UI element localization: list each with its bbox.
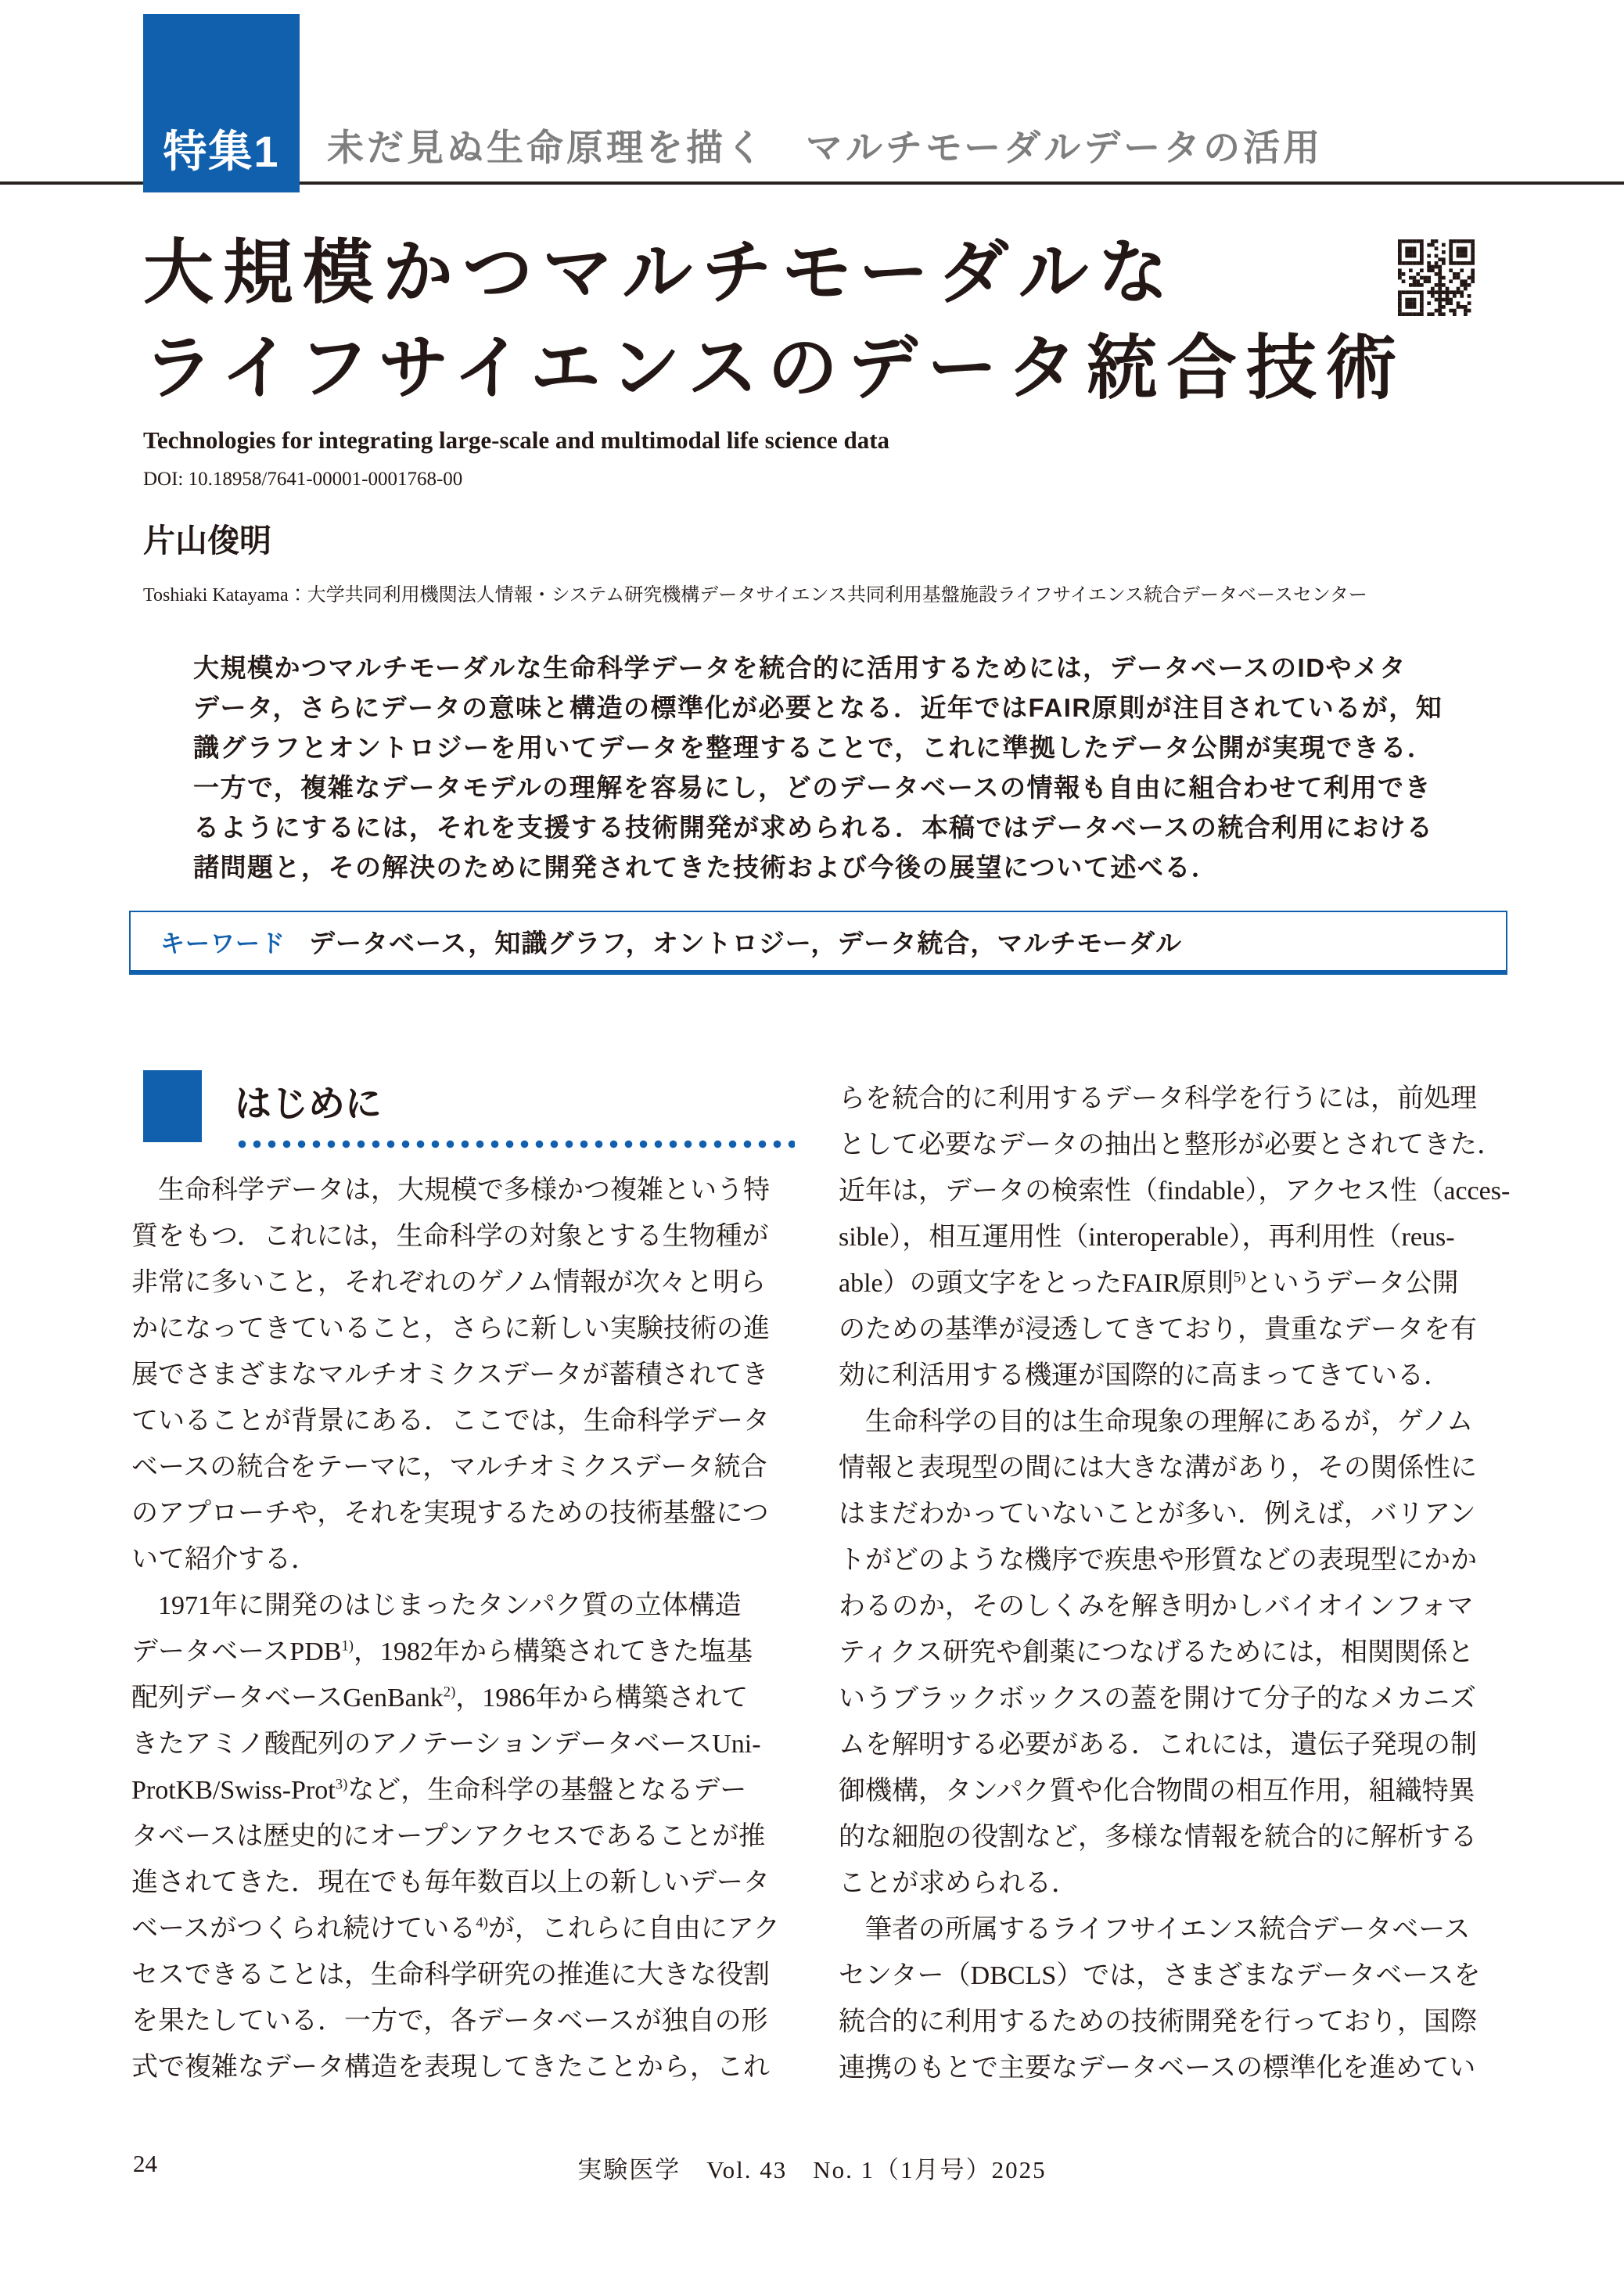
body-line: 生命科学データは，大規模で多様かつ複雑という特 bbox=[131, 1176, 770, 1205]
body-line: いうブラックボックスの蓋を開けて分子的なメカニズ bbox=[839, 1684, 1476, 1713]
author-affiliation: Toshiaki Katayama：大学共同利用機関法人情報・システム研究機構データサイエンス共同利用基盤施設ライフサイエンス統合データベースセンター bbox=[143, 585, 1367, 606]
body-line: らを統合的に利用するデータ科学を行うには，前処理 bbox=[839, 1084, 1477, 1113]
feature-badge bbox=[143, 14, 300, 192]
body-line: able）の頭文字をとったFAIR原則$^{5)}$というデータ公開 bbox=[839, 1269, 1459, 1298]
body-line: 進されてきた．現在でも毎年数百以上の新しいデータ bbox=[131, 1868, 770, 1897]
body-line: データベースPDB$^{1)}$，1982年から構築されてきた塩基 bbox=[131, 1637, 753, 1666]
author-name: 片山俊明 bbox=[143, 523, 271, 559]
body-line: 筆者の所属するライフサイエンス統合データベース bbox=[839, 1915, 1471, 1944]
body-line: ティクス研究や創薬につなげるためには，相関関係と bbox=[839, 1638, 1475, 1667]
keywords-label: キーワード bbox=[160, 929, 286, 958]
body-line: 御機構，タンパク質や化合物間の相互作用，組織特異 bbox=[839, 1777, 1475, 1806]
abstract-line: 一方で，複雑なデータモデルの理解を容易にし，どのデータベースの情報も自由に組合わせて利用でき bbox=[193, 773, 1432, 802]
body-line: sible），相互運用性（interoperable），再利用性（reus- bbox=[839, 1223, 1455, 1252]
journal-footer: 実験医学 Vol. 43 No. 1（1月号）2025 bbox=[577, 2156, 1047, 2183]
body-line: 的な細胞の役割など，多様な情報を統合的に解析する bbox=[839, 1823, 1477, 1852]
body-line: として必要なデータの抽出と整形が必要とされてきた． bbox=[839, 1130, 1504, 1159]
keywords-text: データベース，知識グラフ，オントロジー，データ統合，マルチモーダル bbox=[309, 928, 1183, 958]
section-dotted-rule bbox=[235, 1139, 795, 1149]
body-line: 生命科学の目的は生命現象の理解にあるが，ゲノム bbox=[839, 1407, 1474, 1436]
feature-series-title: 未だ見ぬ生命原理を描く マルチモーダルデータの活用 bbox=[327, 127, 1324, 168]
body-line: ベースの統合をテーマに，マルチオミクスデータ統合 bbox=[131, 1453, 767, 1482]
feature-badge-label: 特集1 bbox=[163, 127, 280, 176]
body-text-left bbox=[131, 1167, 795, 2090]
keywords-box bbox=[129, 911, 1507, 975]
body-line: かになってきていること，さらに新しい実験技術の進 bbox=[131, 1314, 770, 1343]
qr-code bbox=[1398, 239, 1475, 316]
abstract-line: 大規模かつマルチモーダルな生命科学データを統合的に活用するためには，データベースのIDやメタ bbox=[193, 653, 1407, 682]
body-line: のアプローチや，それを実現するための技術基盤につ bbox=[131, 1499, 769, 1528]
body-line: 統合的に利用するための技術開発を行っており，国際 bbox=[839, 2007, 1477, 2036]
body-line: いて紹介する． bbox=[131, 1545, 318, 1574]
body-line: わるのか，そのしくみを解き明かしバイオインフォマ bbox=[839, 1592, 1474, 1621]
body-line: 効に利活用する機運が国際的に高まってきている． bbox=[839, 1361, 1450, 1390]
abstract-line: るようにするには，それを支援する技術開発が求められる．本稿ではデータベースの統合利用における bbox=[193, 813, 1434, 842]
abstract-line: 諸問題と，その解決のために開発されてきた技術および今後の展望について述べる． bbox=[193, 853, 1219, 882]
section-heading-intro bbox=[131, 1070, 795, 1167]
body-line: 近年は，データの検索性（findable），アクセス性（acces- bbox=[839, 1177, 1511, 1206]
section-title: はじめに bbox=[235, 1083, 382, 1124]
body-line: 配列データベースGenBank$^{2)}$，1986年から構築されて bbox=[131, 1684, 749, 1713]
article-title-line1: 大規模かつマルチモーダルな bbox=[143, 234, 1178, 312]
abstract bbox=[193, 648, 1510, 887]
body-text-right bbox=[839, 1076, 1511, 2091]
article-title-line2: ライフサイエンスのデータ統合技術 bbox=[143, 329, 1406, 408]
body-line: タベースは歴史的にオープンアクセスであることが推 bbox=[131, 1822, 766, 1851]
body-line: 式で複雑なデータ構造を表現してきたことから，これ bbox=[131, 2053, 770, 2082]
body-line: センター（DBCLS）では，さまざまなデータベースを bbox=[839, 1961, 1481, 1990]
abstract-line: 識グラフとオントロジーを用いてデータを整理することで，これに準拠したデータ公開が実現できる． bbox=[193, 733, 1435, 762]
body-line: ベースがつくられ続けている$^{4)}$が，これらに自由にアク bbox=[131, 1914, 780, 1943]
body-line: はまだわかっていないことが多い．例えば，バリアン bbox=[839, 1500, 1476, 1529]
body-line: きたアミノ酸配列のアノテーションデータベースUni- bbox=[131, 1730, 761, 1759]
body-line: のための基準が浸透してきており，貴重なデータを有 bbox=[839, 1315, 1477, 1344]
body-line: 展でさまざまなマルチオミクスデータが蓄積されてき bbox=[131, 1360, 769, 1389]
body-line: ProtKB/Swiss-Prot$^{3)}$など，生命科学の基盤となるデー bbox=[131, 1776, 747, 1805]
body-line: 質をもつ．これには，生命科学の対象とする生物種が bbox=[131, 1222, 769, 1251]
body-line: 非常に多いこと，それぞれのゲノム情報が次々と明ら bbox=[131, 1268, 767, 1297]
body-line: 連携のもとで主要なデータベースの標準化を進めてい bbox=[839, 2054, 1476, 2083]
article-title-english: Technologies for integrating large-scale and multimodal life science data bbox=[143, 426, 890, 454]
body-line: 情報と表現型の間には大きな溝があり，その関係性に bbox=[839, 1454, 1477, 1483]
doi-text: DOI: 10.18958/7641-00001-0001768-00 bbox=[143, 469, 463, 490]
column-right bbox=[839, 1076, 1511, 2091]
body-line: ていることが背景にある．ここでは，生命科学データ bbox=[131, 1407, 770, 1436]
abstract-line: データ，さらにデータの意味と構造の標準化が必要となる．近年ではFAIR原則が注目されているが，知 bbox=[193, 693, 1443, 722]
body-line: を果たしている．一方で，各データベースが独自の形 bbox=[131, 2007, 768, 2036]
article-title bbox=[143, 225, 1406, 416]
body-line: ことが求められる． bbox=[839, 1869, 1078, 1898]
body-line: トがどのような機序で疾患や形質などの表現型にかか bbox=[839, 1546, 1477, 1575]
section-square-icon bbox=[143, 1070, 202, 1142]
body-line: セスできることは，生命科学研究の推進に大きな役割 bbox=[131, 1961, 770, 1989]
column-left bbox=[131, 1070, 795, 2090]
body-line: ムを解明する必要がある．これには，遺伝子発現の制 bbox=[839, 1731, 1477, 1759]
body-line: 1971年に開発のはじまったタンパク質の立体構造 bbox=[131, 1591, 742, 1620]
page-number: 24 bbox=[133, 2150, 157, 2177]
